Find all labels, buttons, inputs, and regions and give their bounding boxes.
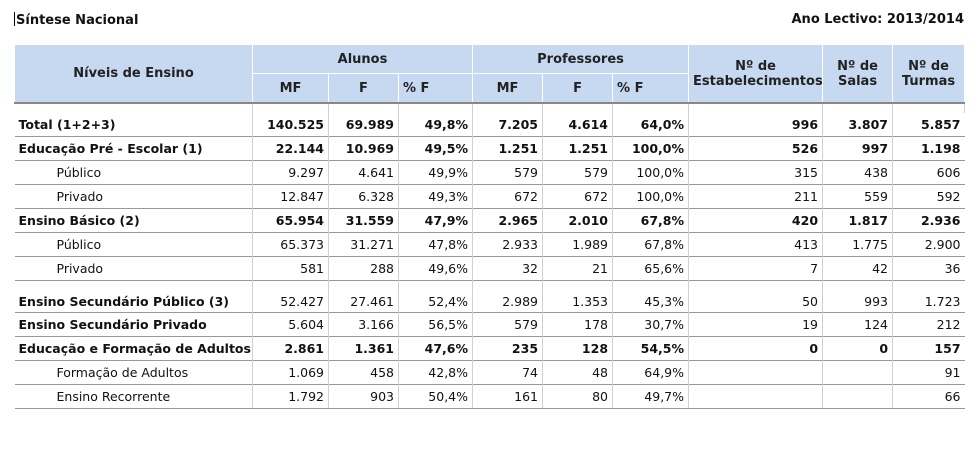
- cell-turmas: 212: [893, 313, 965, 337]
- cell-salas: [823, 361, 893, 385]
- cell-a-mf: 52.427: [253, 281, 329, 313]
- table-row: [15, 281, 965, 313]
- spacer-cell: [689, 103, 823, 113]
- cell-salas: 1.775: [823, 233, 893, 257]
- cell-a-mf: 1.792: [253, 385, 329, 409]
- row-label: Privado: [15, 257, 253, 281]
- cell-turmas: 5.857: [920, 117, 961, 132]
- cell-est: 19: [689, 313, 823, 337]
- cell-salas: 1.817: [823, 209, 893, 233]
- cell-a-pf: 49,9%: [399, 161, 473, 185]
- cell-est: 413: [689, 233, 823, 257]
- cell-est: [689, 385, 823, 409]
- text-cursor: [14, 12, 15, 26]
- cell-a-f: 27.461: [329, 281, 399, 313]
- cell-salas: [823, 385, 893, 409]
- cell-a-mf: 581: [253, 257, 329, 281]
- cell-p-f: 1.989: [543, 233, 613, 257]
- table-row: [15, 233, 965, 257]
- row-label: Ensino Secundário Privado: [15, 313, 253, 337]
- cell-salas: 559: [823, 185, 893, 209]
- cell-a-pf: 56,5%: [399, 313, 473, 337]
- cell-p-mf: 235: [473, 337, 543, 361]
- cell-a-mf: 9.297: [253, 161, 329, 185]
- cell-turmas: 36: [893, 257, 965, 281]
- school-year: Ano Lectivo: 2013/2014: [791, 12, 964, 27]
- cell-est: 0: [689, 337, 823, 361]
- cell-turmas: 1.198: [893, 137, 965, 161]
- row-label: Ensino Secundário Público (3): [15, 281, 253, 313]
- cell-p-f: 4.614: [543, 113, 613, 137]
- cell-salas: 124: [823, 313, 893, 337]
- cell-p-mf: 579: [473, 161, 543, 185]
- spacer-cell: [253, 103, 329, 113]
- cell-a-mf: 22.144: [253, 137, 329, 161]
- cell-a-f: 10.969: [329, 137, 399, 161]
- cell-p-pf: 67,8%: [613, 209, 689, 233]
- table-row: [15, 361, 965, 385]
- spacer-cell: [15, 103, 253, 113]
- cell-est: 7: [689, 257, 823, 281]
- cell-a-pf: 52,4%: [399, 281, 473, 313]
- cell-est: 526: [689, 137, 823, 161]
- cell-p-f: 1.353: [543, 281, 613, 313]
- cell-p-mf: 672: [473, 185, 543, 209]
- table-row: [15, 185, 965, 209]
- row-label: Formação de Adultos: [15, 361, 253, 385]
- table-row: [15, 161, 965, 185]
- cell-turmas: 2.936: [893, 209, 965, 233]
- cell-p-mf: 7.205: [473, 113, 543, 137]
- table-row: [15, 385, 965, 409]
- table-body: [15, 103, 965, 409]
- spacer-cell: [473, 103, 543, 113]
- cell-p-mf: 32: [473, 257, 543, 281]
- spacer-cell: [893, 103, 965, 113]
- table-row: [15, 113, 965, 137]
- cell-p-mf: 161: [473, 385, 543, 409]
- cell-p-f: 1.251: [543, 137, 613, 161]
- spacer-cell: [329, 103, 399, 113]
- cell-a-mf: 65.954: [253, 209, 329, 233]
- cell-p-pf: 64,0%: [613, 113, 689, 137]
- cell-a-f: 3.166: [329, 313, 399, 337]
- cell-p-mf: 1.251: [473, 137, 543, 161]
- cell-p-f: 48: [543, 361, 613, 385]
- header-alunos-f: F: [329, 74, 399, 104]
- cell-a-pf: 49,5%: [399, 137, 473, 161]
- cell-p-pf: 100,0%: [613, 185, 689, 209]
- cell-a-f: 6.328: [329, 185, 399, 209]
- cell-salas: 3.807: [823, 113, 893, 137]
- cell-p-f: 21: [543, 257, 613, 281]
- cell-a-f: 288: [329, 257, 399, 281]
- cell-p-pf: 49,7%: [613, 385, 689, 409]
- cell-a-pf: 50,4%: [399, 385, 473, 409]
- row-label: Ensino Recorrente: [15, 385, 253, 409]
- cell-salas: 42: [823, 257, 893, 281]
- row-label: Privado: [15, 185, 253, 209]
- spacer-cell: [613, 103, 689, 113]
- title-bar: [14, 10, 964, 30]
- spacer-cell: [823, 103, 893, 113]
- table-row: [15, 313, 965, 337]
- cell-a-mf: 5.604: [253, 313, 329, 337]
- cell-p-pf: 64,9%: [613, 361, 689, 385]
- table-row: [15, 137, 965, 161]
- cell-p-pf: 30,7%: [613, 313, 689, 337]
- cell-a-f: 1.361: [329, 337, 399, 361]
- header-alunos: Alunos: [253, 45, 473, 74]
- row-label: Educação Pré - Escolar (1): [15, 137, 253, 161]
- page-title-text: Síntese Nacional: [16, 13, 139, 28]
- cell-a-f: 4.641: [329, 161, 399, 185]
- cell-salas: 0: [823, 337, 893, 361]
- cell-p-f: 2.010: [543, 209, 613, 233]
- cell-a-mf: 65.373: [253, 233, 329, 257]
- national-summary-table: [14, 44, 965, 409]
- cell-a-mf: 12.847: [253, 185, 329, 209]
- cell-salas: 438: [823, 161, 893, 185]
- cell-est: [689, 361, 823, 385]
- cell-est: 211: [689, 185, 823, 209]
- cell-p-pf: 54,5%: [613, 337, 689, 361]
- cell-p-pf: 65,6%: [613, 257, 689, 281]
- header-salas: Nº de Salas: [823, 45, 893, 104]
- cell-turmas: 592: [893, 185, 965, 209]
- cell-a-pf: 47,6%: [399, 337, 473, 361]
- cell-p-mf: 2.989: [473, 281, 543, 313]
- cell-est: 420: [689, 209, 823, 233]
- cell-a-f: 458: [329, 361, 399, 385]
- cell-salas: 997: [823, 137, 893, 161]
- row-spacer: [15, 103, 965, 113]
- cell-a-pf: 42,8%: [399, 361, 473, 385]
- cell-p-f: 579: [543, 161, 613, 185]
- cell-turmas: 2.900: [893, 233, 965, 257]
- cell-a-f: 69.989: [329, 113, 399, 137]
- cell-a-pf: 49,3%: [399, 185, 473, 209]
- cell-turmas: 91: [893, 361, 965, 385]
- row-label: Ensino Básico (2): [15, 209, 253, 233]
- cell-p-f: 80: [543, 385, 613, 409]
- cell-a-mf: 140.525: [253, 113, 329, 137]
- cell-p-pf: 45,3%: [613, 281, 689, 313]
- header-professores-pct-f: % F: [613, 74, 689, 104]
- cell-a-pf: 47,8%: [399, 233, 473, 257]
- cell-a-f: 31.271: [329, 233, 399, 257]
- cell-est: 50: [689, 281, 823, 313]
- cell-salas: 993: [823, 281, 893, 313]
- row-label: Público: [15, 161, 253, 185]
- cell-p-pf: 100,0%: [613, 161, 689, 185]
- cell-a-mf: 1.069: [253, 361, 329, 385]
- header-professores-f: F: [543, 74, 613, 104]
- cell-p-mf: 579: [473, 313, 543, 337]
- header-professores: Professores: [473, 45, 689, 74]
- cell-est: 996: [689, 113, 823, 137]
- cell-p-mf: 2.965: [473, 209, 543, 233]
- header-alunos-pct-f: % F: [399, 74, 473, 104]
- spacer-cell: [399, 103, 473, 113]
- cell-p-f: 178: [543, 313, 613, 337]
- cell-a-mf: 2.861: [253, 337, 329, 361]
- header-niveis: Níveis de Ensino: [15, 45, 253, 104]
- cell-a-pf: 47,9%: [399, 209, 473, 233]
- cell-est: 315: [689, 161, 823, 185]
- cell-a-f: 31.559: [329, 209, 399, 233]
- row-label: Educação e Formação de Adultos: [15, 337, 253, 361]
- row-label: Público: [15, 233, 253, 257]
- spacer-cell: [543, 103, 613, 113]
- cell-p-f: 128: [543, 337, 613, 361]
- header-professores-mf: MF: [473, 74, 543, 104]
- table-row: [15, 257, 965, 281]
- cell-p-mf: 2.933: [473, 233, 543, 257]
- cell-p-f: 672: [543, 185, 613, 209]
- cell-p-pf: 67,8%: [613, 233, 689, 257]
- header-alunos-mf: MF: [253, 74, 329, 104]
- cell-p-mf: 74: [473, 361, 543, 385]
- header-turmas: Nº de Turmas: [893, 45, 965, 104]
- cell-a-pf: 49,8%: [399, 113, 473, 137]
- row-label: Total (1+2+3): [15, 113, 253, 137]
- cell-a-f: 903: [329, 385, 399, 409]
- cell-turmas: 606: [893, 161, 965, 185]
- cell-a-pf: 49,6%: [399, 257, 473, 281]
- table-row: [15, 209, 965, 233]
- cell-turmas: 66: [893, 385, 965, 409]
- table-row: [15, 337, 965, 361]
- header-estabelecimentos: Nº de Estabelecimentos: [689, 45, 823, 104]
- cell-turmas: 157: [893, 337, 965, 361]
- page-title: [14, 12, 138, 28]
- cell-turmas: 1.723: [893, 281, 965, 313]
- cell-p-pf: 100,0%: [613, 137, 689, 161]
